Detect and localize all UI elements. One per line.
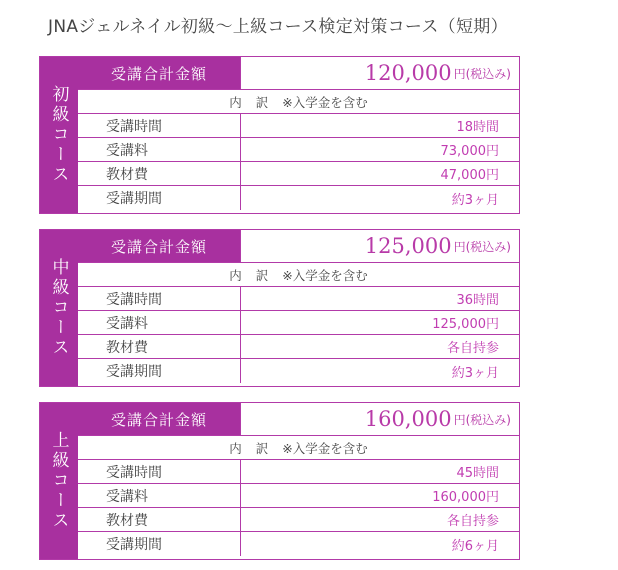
course-label-text: 上級コース	[48, 431, 69, 531]
breakdown-row	[78, 263, 519, 287]
table-row	[78, 460, 519, 484]
table-row	[78, 162, 519, 186]
breakdown-row	[78, 436, 519, 460]
item-label: 教材費	[78, 508, 241, 531]
breakdown-note: ※入学金を含む	[282, 440, 368, 456]
item-value: 73,000円	[440, 144, 499, 159]
breakdown-title: 内訳	[229, 267, 283, 283]
course-table-intermediate	[39, 229, 520, 387]
total-amount: 125,000	[364, 234, 452, 258]
page-title: JNAジェルネイル初級〜上級コース検定対策コース（短期）	[48, 17, 508, 37]
item-value: 18時間	[456, 120, 499, 135]
total-label: 受講合計金額	[78, 403, 241, 435]
table-row	[78, 484, 519, 508]
item-value: 約3ヶ月	[451, 365, 499, 381]
course-label	[40, 230, 78, 386]
table-row	[78, 508, 519, 532]
course-table-beginner	[39, 56, 520, 214]
total-amount: 160,000	[364, 407, 452, 431]
total-value	[241, 230, 519, 262]
item-label: 受講料	[78, 138, 241, 161]
total-label: 受講合計金額	[78, 57, 241, 89]
item-label: 受講期間	[78, 359, 241, 383]
total-suffix: 円(税込み)	[453, 66, 511, 81]
item-label: 受講期間	[78, 186, 241, 210]
item-value: 約6ヶ月	[451, 538, 499, 554]
table-row	[78, 311, 519, 335]
table-row	[78, 359, 519, 383]
total-row	[78, 403, 519, 436]
breakdown-note: ※入学金を含む	[282, 94, 368, 110]
total-suffix: 円(税込み)	[453, 239, 511, 254]
item-label: 教材費	[78, 162, 241, 185]
table-row	[78, 114, 519, 138]
item-value: 160,000円	[432, 490, 499, 505]
item-value: 約3ヶ月	[451, 192, 499, 208]
table-row	[78, 186, 519, 210]
total-suffix: 円(税込み)	[453, 412, 511, 427]
item-value: 36時間	[456, 293, 499, 308]
course-table-advanced	[39, 402, 520, 560]
item-label: 受講時間	[78, 114, 241, 137]
item-label: 受講料	[78, 484, 241, 507]
item-value: 47,000円	[440, 168, 499, 183]
table-row	[78, 287, 519, 311]
course-label	[40, 403, 78, 559]
breakdown-note: ※入学金を含む	[282, 267, 368, 283]
course-label-text: 中級コース	[48, 258, 69, 358]
item-value: 45時間	[456, 466, 499, 481]
course-label	[40, 57, 78, 213]
total-label: 受講合計金額	[78, 230, 241, 262]
item-label: 受講期間	[78, 532, 241, 556]
total-row	[78, 230, 519, 263]
total-row	[78, 57, 519, 90]
breakdown-title: 内訳	[229, 440, 283, 456]
item-label: 受講料	[78, 311, 241, 334]
table-row	[78, 335, 519, 359]
item-label: 受講時間	[78, 287, 241, 310]
breakdown-row	[78, 90, 519, 114]
table-row	[78, 532, 519, 556]
item-value: 125,000円	[432, 317, 499, 332]
item-value: 各自持参	[446, 514, 499, 529]
total-value	[241, 403, 519, 435]
breakdown-title: 内訳	[229, 94, 283, 110]
table-row	[78, 138, 519, 162]
item-label: 受講時間	[78, 460, 241, 483]
item-label: 教材費	[78, 335, 241, 358]
total-value	[241, 57, 519, 89]
total-amount: 120,000	[364, 61, 452, 85]
course-label-text: 初級コース	[48, 85, 69, 185]
item-value: 各自持参	[446, 341, 499, 356]
